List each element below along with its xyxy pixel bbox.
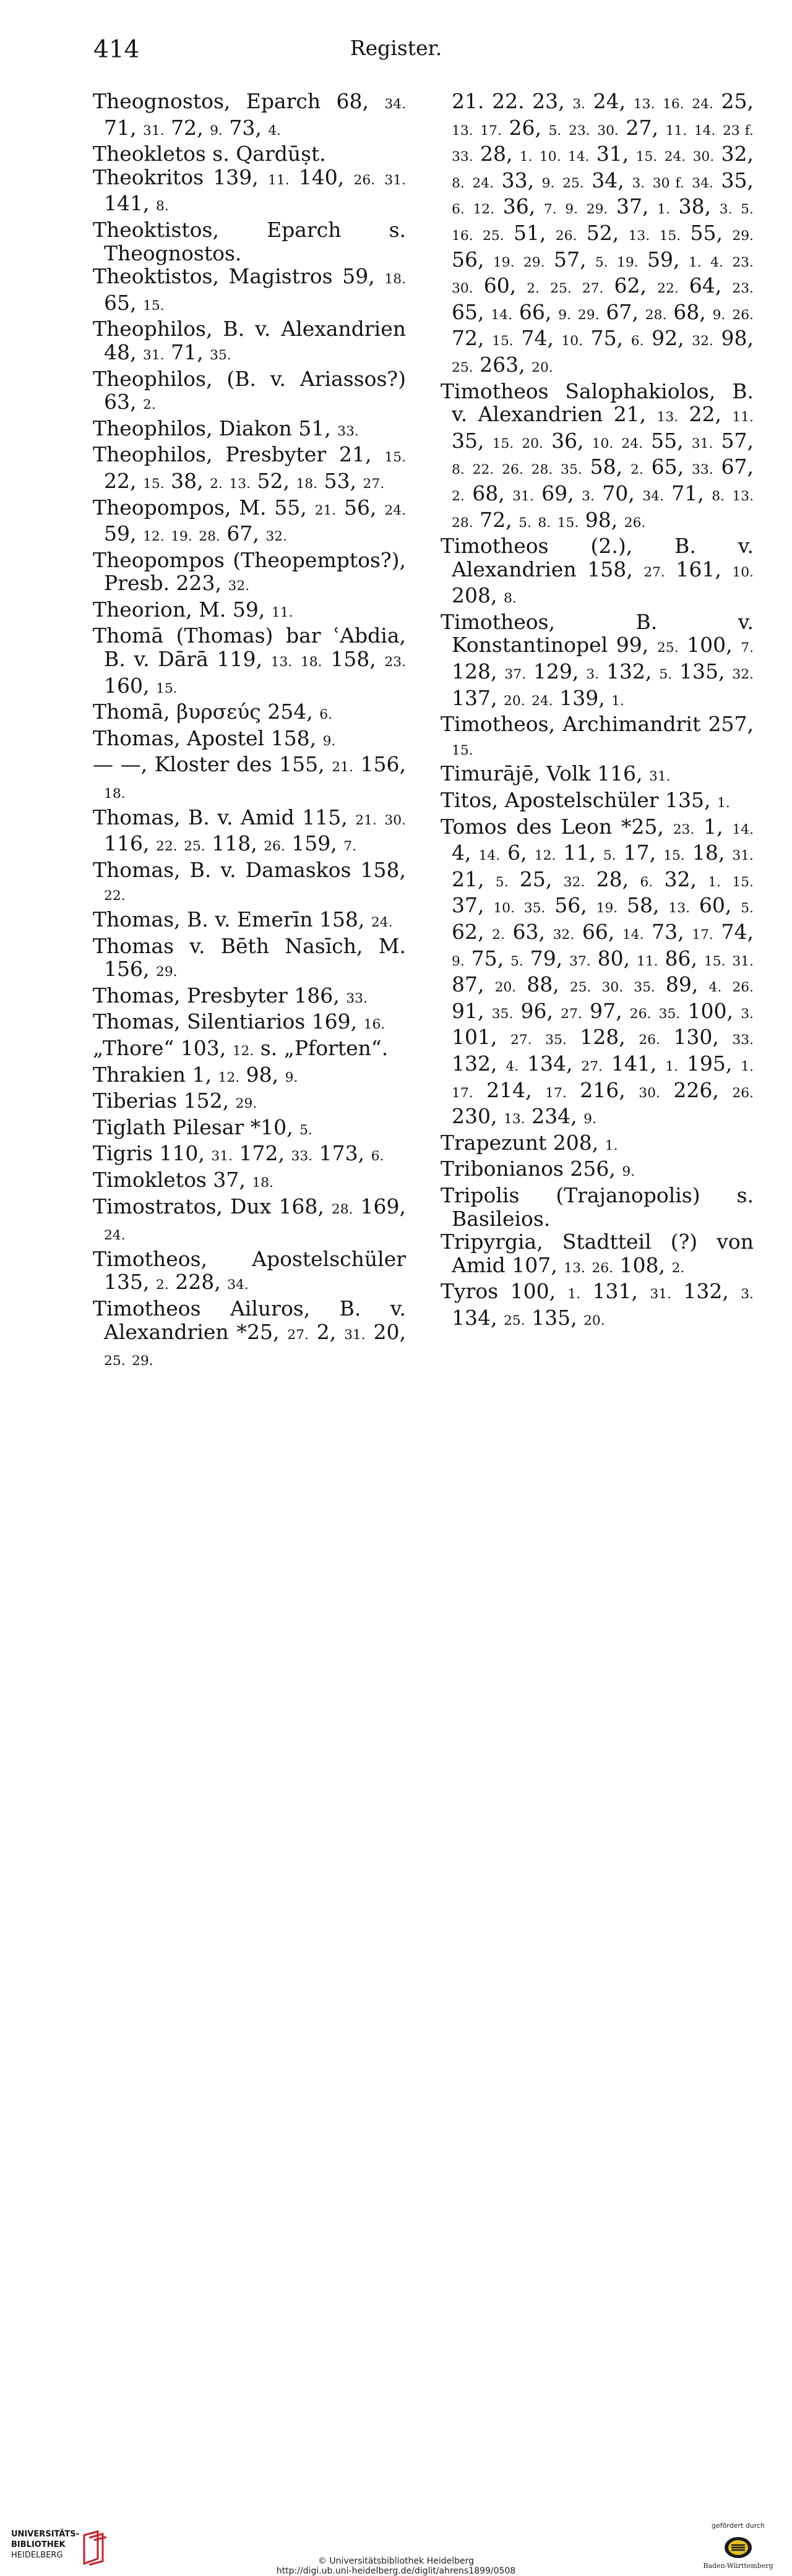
index-entry: Tripolis (Trajanopolis) s. Basileios.	[441, 1183, 754, 1231]
index-entry: Timotheos Salophakiolos, B. v. Alexandrien 21, 13. 22, 11. 35, 15. 20. 36, 10. 24. 55, 31. 57, 8. 22. 26. 28. 35. 58, 2. 65, 33. 67, 2. 68, 31. 69, 3. 70, 34. 71, 8. 13. 28. 72, 5. 8. 15. 98, 26.	[441, 379, 754, 532]
index-entry: Timostratos, Dux 168, 28. 169, 24.	[93, 1194, 407, 1244]
index-entry: Thomā, βυρσεύς 254, 6.	[93, 700, 333, 724]
library-name-line3: HEIDELBERG	[11, 2551, 63, 2560]
index-entry: Timotheos, Archimandrit 257, 15.	[441, 712, 754, 758]
index-entry: Timokletos 37, 18.	[93, 1167, 273, 1192]
index-entry: Thomas, B. v. Damaskos 158, 22.	[93, 857, 406, 904]
index-entry: Thomas, Apostel 158, 9.	[93, 725, 336, 750]
library-name-line2: BIBLIOTHEK	[11, 2540, 66, 2549]
index-entry: Tomos des Leon *25, 23. 1, 14. 4, 14. 6, 12. 11, 5. 17, 15. 18, 31. 21, 5. 25, 32. 28, 6. 32, 1. 15. 37, 10. 35. 56, 19. 58, 13. 60, 5. 62, 2. 63, 32. 66, 14. 73, 17. 74, 9. 75, 5. 79, 37. 80, 11. 86, 15. 31. 87, 20. 88, 25. 30. 35. 89, 4. 26. 91, 35. 96, 27. 97, 26. 35. 100, 3. 101, 27. 35. 128, 26. 130, 33. 132, 4. 134, 27. 141, 1. 195, 1. 17. 214, 17. 216, 30. 226, 26. 230, 13. 234, 9.	[441, 814, 754, 1129]
index-entry: Tiglath Pilesar *10, 5.	[93, 1115, 312, 1139]
sponsor-block	[692, 2522, 785, 2570]
index-entry: 21. 22. 23, 3. 24, 13. 16. 24. 25, 13. 17. 26, 5. 23. 30. 27, 11. 14. 23 f. 33. 28, 1. 10. 14. 31, 15. 24. 30. 32, 8. 24. 33, 9. 25. 34, 3. 30 f. 34. 35, 6. 12. 36, 7. 9. 29. 37, 1. 38, 3. 5. 16. 25. 51, 26. 52, 13. 15. 55, 29. 56, 19. 29. 57, 5. 19. 59, 1. 4. 23. 30. 60, 2. 25. 27. 62, 22. 64, 23. 65, 14. 66, 9. 29. 67, 28. 68, 9. 26. 72, 15. 74, 10. 75, 6. 92, 32. 98, 25. 263, 20.	[452, 89, 754, 377]
index-entry: Theognostos, Eparch 68, 34. 71, 31. 72, 9. 73, 4.	[93, 89, 406, 140]
index-column-left	[93, 90, 406, 1373]
index-entry: Theokletos s. Qardūṣt.	[93, 142, 326, 166]
index-entry: Thomā (Thomas) bar ʿAbdia, B. v. Dārā 119, 13. 18. 158, 23. 160, 15.	[93, 623, 406, 698]
state-crest-icon	[723, 2535, 754, 2560]
index-entry: Theophilos, (B. v. Ariassos?) 63, 2.	[93, 366, 406, 414]
index-entry: Theokritos 139, 11. 140, 26. 31. 141, 8.	[93, 165, 406, 216]
index-entry: Theoktistos, Eparch s. Theognostos.	[93, 217, 406, 265]
page-number: 414	[93, 36, 140, 64]
index-entry: Theopompos, M. 55, 21. 56, 24. 59, 12. 19. 28. 67, 32.	[93, 495, 406, 546]
index-entry: Thomas, B. v. Amid 115, 21. 30. 116, 22. 25. 118, 26. 159, 7.	[93, 805, 406, 856]
index-entry: Titos, Apostelschüler 135, 1.	[441, 788, 730, 813]
index-entry: Thomas, Silentiarios 169, 16.	[93, 1009, 385, 1034]
index-entry: Timotheos, B. v. Konstantinopel 99, 25. 100, 7. 128, 37. 129, 3. 132, 5. 135, 32. 137, 20. 24. 139, 1.	[441, 609, 754, 710]
index-entry: Tigris 110, 31. 172, 33. 173, 6.	[93, 1141, 384, 1166]
index-entry: Theoktistos, Magistros 59, 18. 65, 15.	[93, 264, 406, 315]
copyright-text: © Universitätsbibliothek Heidelberg	[317, 2556, 474, 2566]
sponsor-name: Baden-Württemberg	[703, 2562, 773, 2570]
running-title: Register.	[350, 36, 442, 60]
index-entry: Theopompos (Theopemptos?), Presb. 223, 32.	[93, 547, 406, 596]
index-entry: Tripyrgia, Stadtteil (?) von Amid 107, 13. 26. 108, 2.	[441, 1230, 754, 1277]
index-entry: Timotheos Ailuros, B. v. Alexandrien *25, 27. 2, 31. 20, 25. 29.	[93, 1296, 406, 1369]
index-entry: Trapezunt 208, 1.	[441, 1130, 618, 1155]
index-column-right	[441, 90, 754, 1333]
copyright-block	[0, 2556, 792, 2576]
index-entry: Timurājē, Volk 116, 31.	[441, 761, 671, 786]
permalink[interactable]: http://digi.ub.uni-heidelberg.de/diglit/ahrens1899/0508	[276, 2566, 516, 2576]
index-entry: Thrakien 1, 12. 98, 9.	[93, 1062, 298, 1087]
sponsor-label: gefördert durch	[711, 2522, 765, 2530]
index-entry: Thomas v. Bēth Nasīch, M. 156, 29.	[93, 933, 406, 982]
index-entry: Tribonianos 256, 9.	[441, 1157, 635, 1181]
index-entry: Timotheos, Apostelschüler 135, 2. 228, 34.	[93, 1246, 406, 1294]
index-entry: Tiberias 152, 29.	[93, 1089, 257, 1113]
index-entry: „Thore“ 103, 12. s. „Pforten“.	[93, 1035, 389, 1060]
index-entry: — —, Kloster des 155, 21. 156, 18.	[93, 752, 406, 802]
index-entry: Theophilos, Presbyter 21, 15. 22, 15. 38, 2. 13. 52, 18. 53, 27.	[93, 442, 406, 493]
library-name-line1: UNIVERSITÄTS-	[11, 2530, 79, 2539]
index-entry: Thomas, Presbyter 186, 33.	[93, 983, 368, 1008]
index-entry: Theophilos, B. v. Alexandrien 48, 31. 71, 35.	[93, 317, 406, 364]
index-entry: Thomas, B. v. Emerīn 158, 24.	[93, 907, 393, 931]
index-entry: Theophilos, Diakon 51, 33.	[93, 416, 359, 440]
index-entry: Theorion, M. 59, 11.	[93, 597, 293, 622]
index-entry: Tyros 100, 1. 131, 31. 132, 3. 134, 25. 135, 20.	[441, 1279, 754, 1330]
index-entry: Timotheos (2.), B. v. Alexandrien 158, 27. 161, 10. 208, 8.	[441, 534, 754, 608]
